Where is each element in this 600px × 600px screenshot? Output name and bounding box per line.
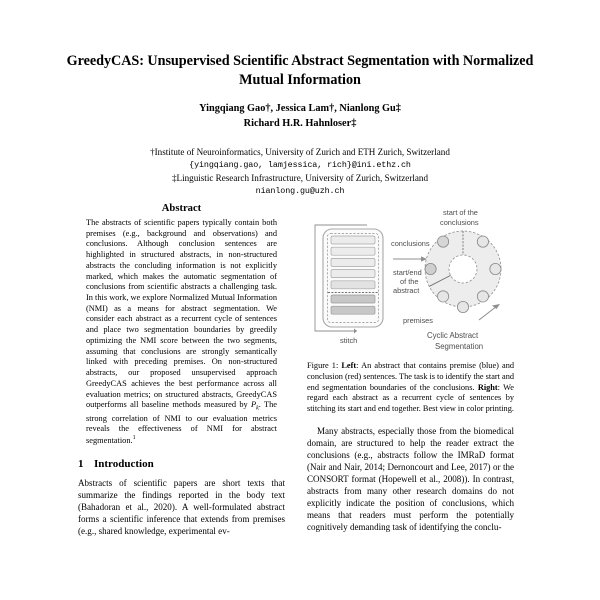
cycle-direction-arrow-line xyxy=(479,306,497,320)
cycle-node xyxy=(425,263,436,274)
sentence-bar xyxy=(331,258,375,266)
page-title: GreedyCAS: Unsupervised Scientific Abstract Segmentation with Normalized Mutual Information xyxy=(66,53,534,88)
section-title: Introduction xyxy=(94,457,154,470)
affiliation-block xyxy=(63,146,537,198)
donut-inner-dashed xyxy=(449,255,477,283)
section-number: 1 xyxy=(78,457,84,470)
right-column-body xyxy=(307,425,514,533)
author-line-2: Richard H.R. Hahnloser‡ xyxy=(243,118,357,130)
cycle-node xyxy=(477,236,488,247)
abstract-text-part-1: The abstracts of scientific papers typically contain both premises (e.g., background and observations) and conclusions. Although conclusion sentences are highlighted in structured abstracts, in non-structured abstracts the concluding information is not explicitly marked, which makes the automatic segmentation of conclusions from scientific abstracts a challenging task. In this work, we explore Normalized Mutual Information (NMI) as a means for abstract segmentation. We consider each abstract as a recurrent cycle of sentences and place two segmentation boundaries by greedily optimizing the NMI score between the two segments, assuming that conclusions are strongly semantically linked with preceding premises. On non-structured abstracts, our proposed unsupervised approach GreedyCAS achieves the best performance across all evaluation metrics; on structured abstracts, GreedyCAS outperforms all baseline methods measured by xyxy=(86,218,277,410)
cycle-node xyxy=(490,263,501,274)
caption-left-text: : An abstract that contains premise (blue) and conclusion (red) sentences. The task is to identify the start and end segmentation boundaries of the conclusions. xyxy=(307,361,514,392)
sentence-bar xyxy=(331,236,375,244)
cycle-node xyxy=(477,291,488,302)
title-block xyxy=(63,0,537,198)
caption-prefix: Figure 1: xyxy=(307,361,342,370)
body-columns xyxy=(0,203,600,600)
figure-1 xyxy=(307,203,514,415)
label-start-end-1: start/end xyxy=(393,268,422,277)
email-2: nianlong.gu@uzh.ch xyxy=(255,185,345,196)
right-column xyxy=(307,203,514,600)
footnote-marker: 1 xyxy=(132,435,136,442)
cyclic-abstract-donut xyxy=(425,231,501,313)
email-1: {yingqiang.gao, lamjessica, rich}@ini.ethz.ch xyxy=(189,159,411,170)
cycle-node xyxy=(457,301,468,312)
author-line-1: Yingqiang Gao†, Jessica Lam†, Nianlong Gu‡ xyxy=(199,103,401,115)
abstract-heading: Abstract xyxy=(161,203,202,214)
stitch-arrow-head xyxy=(354,329,357,334)
affiliation-2: ‡Linguistic Research Infrastructure, University of Zurich, Switzerland xyxy=(171,172,429,183)
sentence-bar-conclusion xyxy=(331,295,375,303)
sentence-bar xyxy=(331,281,375,289)
label-start-of-conclusions-1: start of the xyxy=(443,208,478,217)
caption-left-label: Left xyxy=(341,361,357,370)
label-cyclic-abstract-2: Segmentation xyxy=(435,342,484,351)
author-list xyxy=(63,102,537,131)
figure-1-caption xyxy=(307,361,514,415)
affiliation-1: †Institute of Neuroinformatics, University of Zurich and ETH Zurich, Switzerland xyxy=(150,146,450,157)
abstract-text-part-2: . The strong correlation of NMI to our evaluation metrics reveals the effectiveness of NMI for abstract segmentation. xyxy=(86,400,277,445)
premise-sentence-bars xyxy=(331,236,375,289)
pk-metric-symbol: $P_k$ xyxy=(250,400,259,412)
figure-1-diagram xyxy=(307,203,514,355)
caption-right-label: Right xyxy=(477,382,498,392)
label-cyclic-abstract-1: Cyclic Abstract xyxy=(427,331,479,340)
sentence-bar xyxy=(331,247,375,255)
abstract-text xyxy=(78,218,285,447)
label-start-end-3: abstract xyxy=(393,286,420,295)
left-column xyxy=(78,203,285,600)
introduction-body xyxy=(78,477,285,537)
sentence-bar xyxy=(331,270,375,278)
label-start-of-conclusions-2: conclusions xyxy=(440,218,479,227)
section-heading-introduction xyxy=(78,458,285,470)
label-conclusions: conclusions xyxy=(391,239,430,248)
label-start-end-2: of the xyxy=(400,277,419,286)
introduction-paragraph-1: Abstracts of scientific papers are short texts that summarize the findings reported in the body text (Bahadoran et al., 2020). A well-formulated abstract forms a scientific inference that extends from premises (e.g., shared knowledge, experimental ev- xyxy=(78,477,285,536)
caption-right-text: : We regard each abstract as a recurrent cycle of sentences by stitching its start and end together. Best view in color printing. xyxy=(307,382,514,414)
label-stitch: stitch xyxy=(340,336,358,345)
cycle-node xyxy=(438,236,449,247)
sentence-bar-conclusion xyxy=(331,306,375,314)
cycle-node xyxy=(438,291,449,302)
label-premises: premises xyxy=(403,316,433,325)
right-paragraph-1: Many abstracts, especially those from the biomedical domain, are structured to help the reader extract the conclusions (e.g., abstracts follow the IMRaD format (Nair and Nair, 2014; Dernoncourt and Lee, 2017) or the CONSORT format (Hopewell et al., 2008)). In contrast, abstracts from many other research domains do not explicitly indicate the position of conclusions, which means that readers must perform the potentially cognitively demanding task of identifying the conclu- xyxy=(307,425,514,533)
cycle-direction-arrow-head xyxy=(492,304,500,309)
